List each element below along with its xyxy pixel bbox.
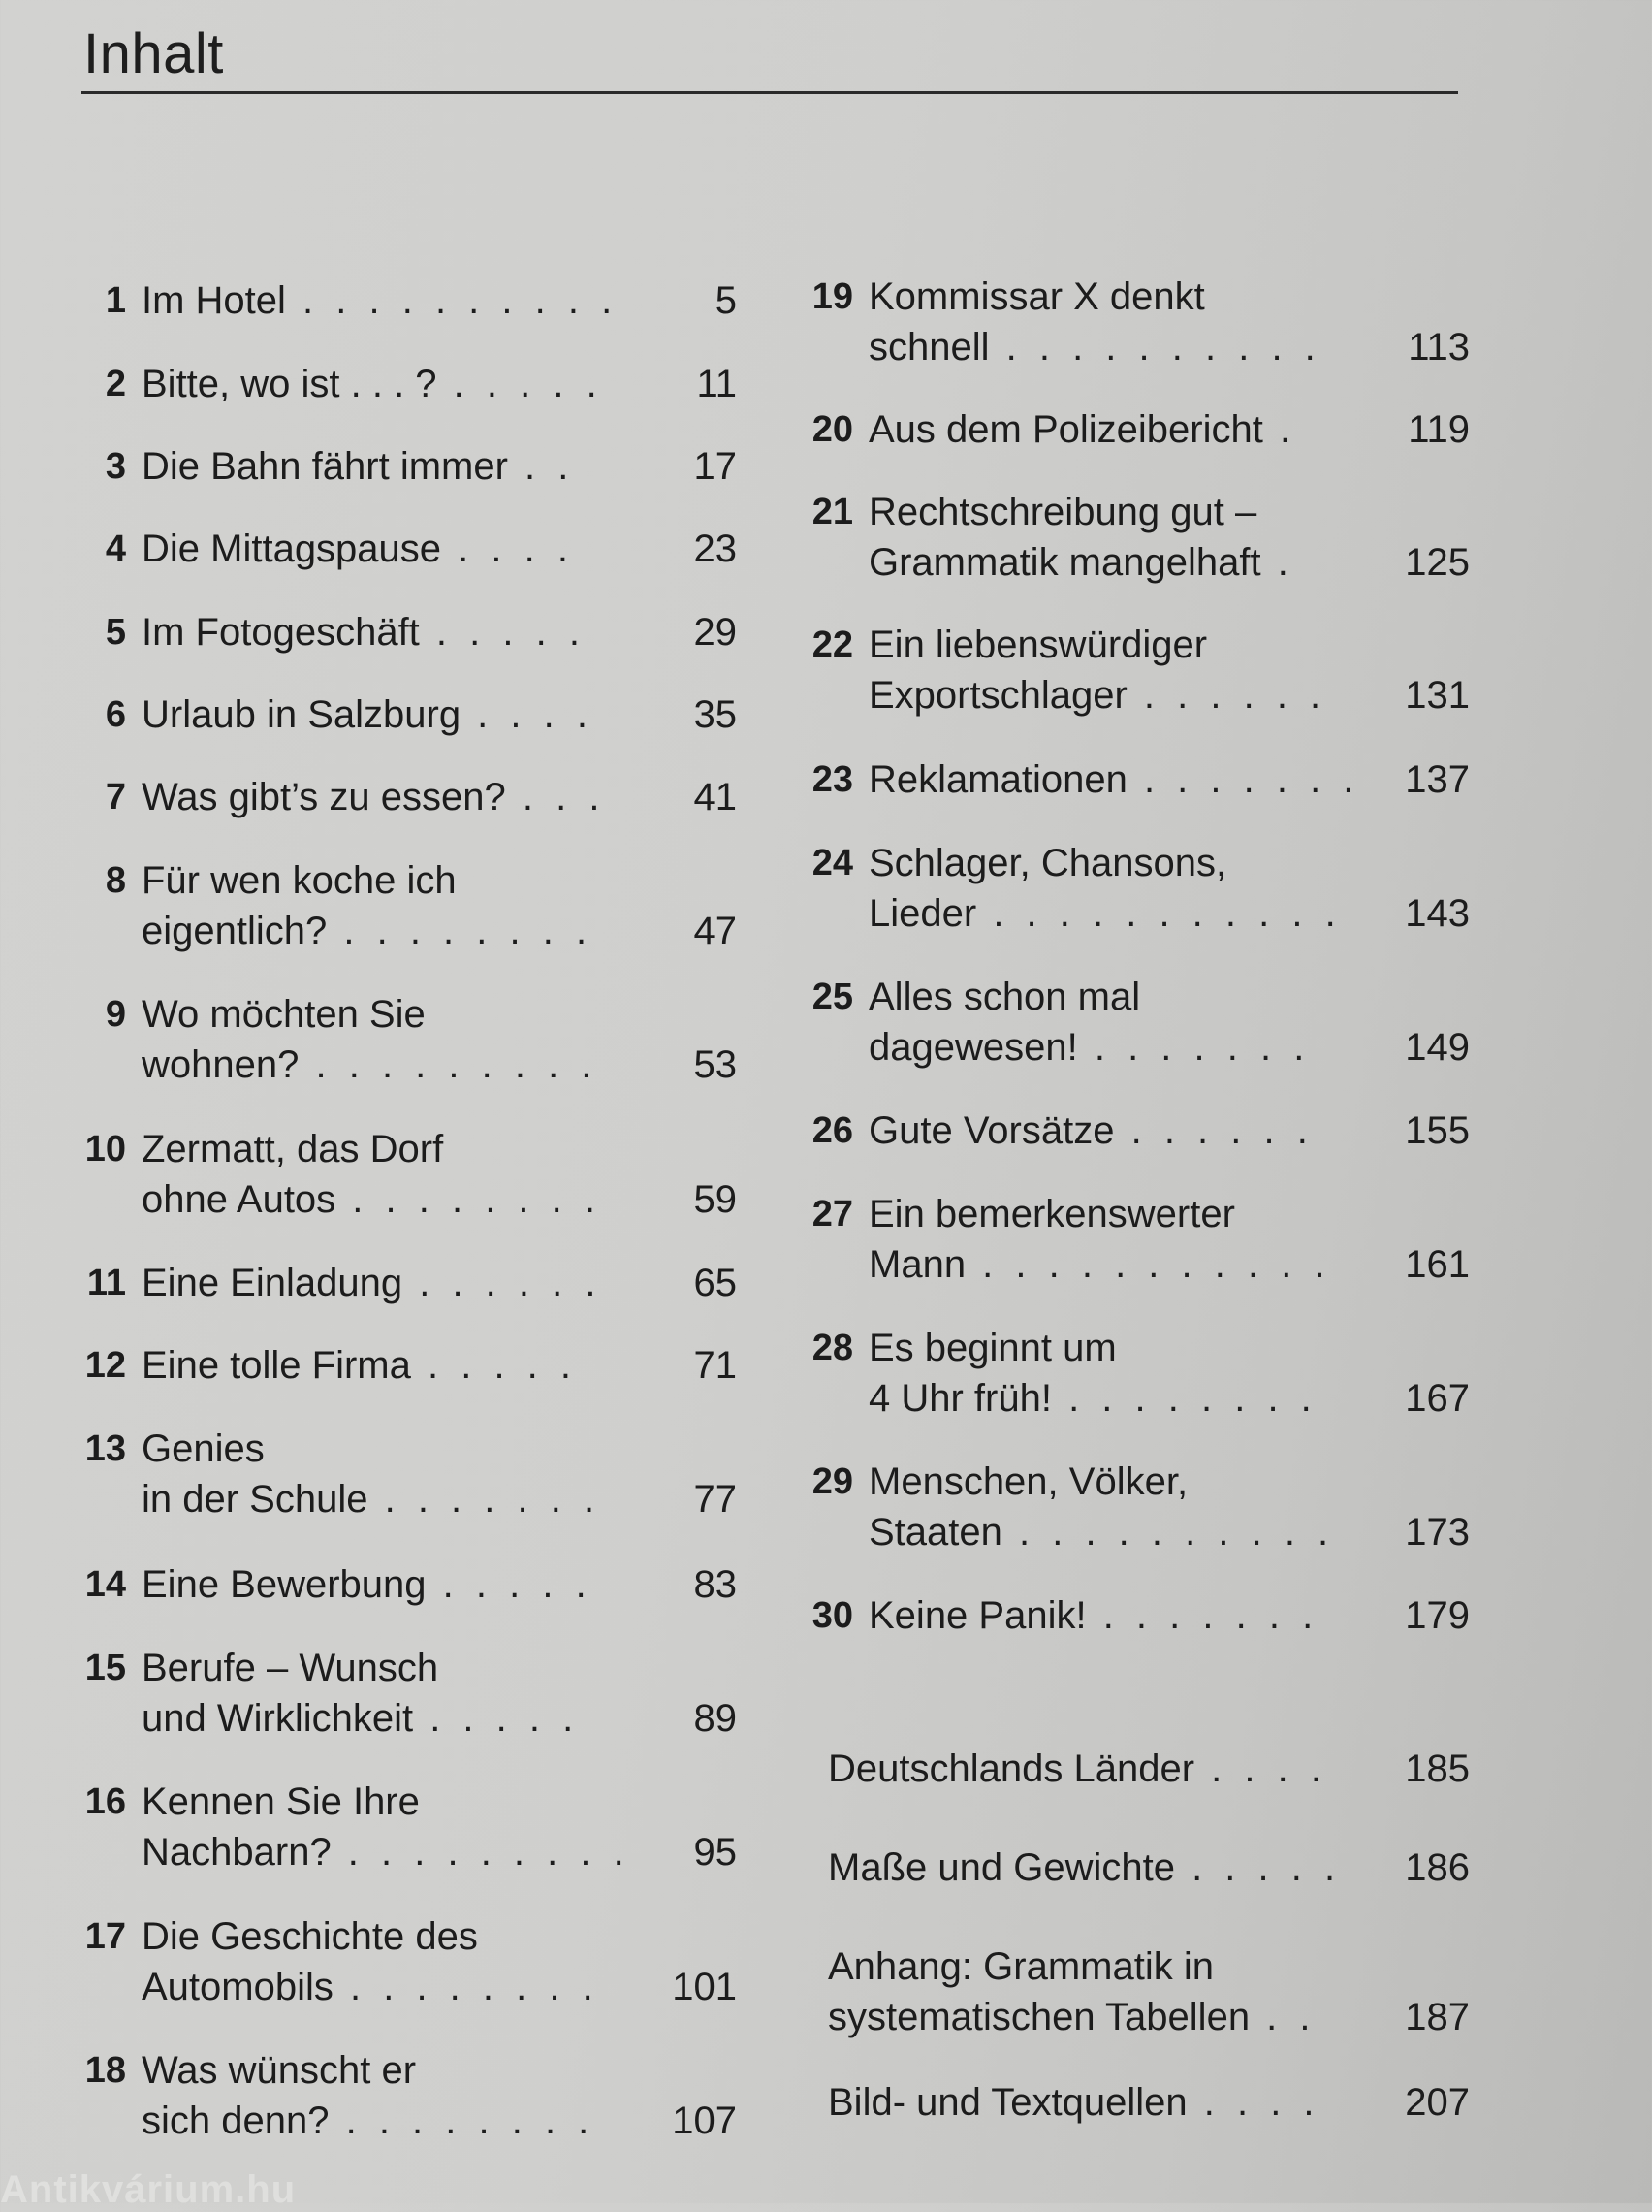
page-number: 17: [693, 445, 737, 488]
page-number: 119: [1408, 408, 1470, 451]
leader-dots: . . . .: [461, 693, 593, 736]
chapter-number: 21: [811, 492, 853, 532]
chapter-title: Alles schon mal: [869, 976, 1141, 1018]
chapter-number: 14: [84, 1564, 126, 1605]
chapter-number: 24: [811, 843, 853, 883]
leader-dots: . .: [1250, 1996, 1317, 2038]
chapter-title: Rechtschreibung gut –: [869, 491, 1257, 533]
chapter-number: 29: [811, 1461, 853, 1502]
chapter-title: Menschen, Völker,: [869, 1460, 1189, 1503]
chapter-title: Schlager, Chansons,: [869, 842, 1227, 884]
chapter-title-line2: Mann . . . . . . . . . . .: [869, 1243, 1331, 1286]
leader-dots: . . .: [505, 776, 606, 818]
chapter-title-line2: Automobils . . . . . . . .: [142, 1966, 599, 2008]
chapter-number: 16: [84, 1781, 126, 1822]
chapter-title: Genies: [142, 1427, 265, 1470]
chapter-number: 23: [811, 759, 853, 800]
page-number: 83: [693, 1563, 737, 1606]
leader-dots: . . . . .: [436, 363, 603, 405]
chapter-title: Eine Bewerbung . . . . .: [142, 1563, 592, 1606]
page-number: 143: [1405, 892, 1470, 935]
chapter-title: Bitte, wo ist . . . ? . . . . .: [142, 363, 603, 405]
chapter-title: Wo möchten Sie: [142, 993, 426, 1036]
title-rule: [81, 91, 1458, 94]
page-number: 155: [1405, 1109, 1470, 1152]
leader-dots: . . . . . . .: [1086, 1594, 1319, 1637]
page-number: 173: [1405, 1511, 1470, 1554]
page-number: 161: [1405, 1243, 1470, 1286]
leader-dots: . . . . .: [413, 1697, 580, 1740]
chapter-title: Was gibt’s zu essen? . . .: [142, 776, 606, 818]
leader-dots: . . . . . . . . . .: [989, 326, 1321, 369]
page-number: 41: [693, 776, 737, 818]
leader-dots: . . . . . . . . . .: [285, 279, 619, 322]
page-number: 11: [696, 363, 737, 405]
leader-dots: . . . .: [1194, 1747, 1327, 1790]
chapter-title: Zermatt, das Dorf: [142, 1128, 444, 1170]
chapter-title: Ein bemerkenswerter: [869, 1193, 1235, 1235]
chapter-title: Berufe – Wunsch: [142, 1647, 439, 1689]
page-number: 149: [1405, 1026, 1470, 1069]
chapter-title-line2: und Wirklichkeit . . . . .: [142, 1697, 580, 1740]
page-number: 131: [1405, 674, 1470, 717]
chapter-number: 12: [84, 1345, 126, 1386]
chapter-title: Anhang: Grammatik in: [828, 1945, 1214, 1988]
chapter-title-line2: Nachbarn? . . . . . . . . .: [142, 1831, 630, 1874]
leader-dots: . . . . . .: [402, 1262, 602, 1304]
page-number: 29: [693, 611, 737, 654]
chapter-number: 15: [84, 1648, 126, 1688]
page-number: 89: [693, 1697, 737, 1740]
chapter-number: 17: [84, 1916, 126, 1957]
page-number: 65: [693, 1262, 737, 1304]
chapter-title: Maße und Gewichte . . . . .: [828, 1846, 1342, 1889]
leader-dots: .: [1262, 408, 1297, 451]
chapter-title-line2: 4 Uhr früh! . . . . . . . .: [869, 1377, 1318, 1420]
chapter-number: 6: [105, 694, 126, 735]
chapter-title-line2: Lieder . . . . . . . . . . .: [869, 892, 1342, 935]
chapter-title: Für wen koche ich: [142, 859, 457, 902]
page-number: 5: [715, 279, 737, 322]
page-number: 107: [672, 2100, 737, 2142]
page-number: 35: [693, 693, 737, 736]
chapter-title-line2: systematischen Tabellen . .: [828, 1996, 1317, 2038]
chapter-number: 11: [86, 1263, 126, 1303]
page-number: 59: [693, 1178, 737, 1221]
chapter-title-line2: wohnen? . . . . . . . . .: [142, 1043, 598, 1086]
chapter-title: Reklamationen . . . . . . .: [869, 758, 1360, 801]
chapter-title-line2: ohne Autos . . . . . . . .: [142, 1178, 601, 1221]
page-title: Inhalt: [83, 22, 224, 85]
page-number: 125: [1405, 541, 1470, 584]
chapter-number: 25: [811, 977, 853, 1017]
page-number: 113: [1408, 326, 1470, 369]
chapter-number: 9: [105, 994, 126, 1035]
page-number: 187: [1405, 1996, 1470, 2038]
leader-dots: . . . . . . . .: [1051, 1377, 1318, 1420]
chapter-title: Im Fotogeschäft . . . . .: [142, 611, 586, 654]
chapter-title: Die Bahn fährt immer . .: [142, 445, 575, 488]
chapter-title-line2: dagewesen! . . . . . . .: [869, 1026, 1311, 1069]
chapter-title-line2: Exportschlager . . . . . .: [869, 674, 1327, 717]
leader-dots: . . . . . . . .: [327, 910, 593, 952]
chapter-number: 2: [105, 364, 126, 404]
leader-dots: . . . . . . .: [1077, 1026, 1311, 1069]
page-number: 53: [693, 1043, 737, 1086]
chapter-number: 19: [811, 276, 853, 317]
chapter-number: 3: [105, 446, 126, 487]
chapter-title-line2: in der Schule . . . . . . .: [142, 1478, 601, 1521]
chapter-title-line2: Grammatik mangelhaft .: [869, 541, 1294, 584]
chapter-number: 10: [84, 1129, 126, 1170]
chapter-title: Ein liebenswürdiger: [869, 624, 1208, 666]
chapter-title: Die Geschichte des: [142, 1915, 478, 1958]
chapter-title-line2: sich denn? . . . . . . . .: [142, 2100, 595, 2142]
watermark: Antikvárium.hu: [0, 2168, 297, 2211]
page-number: 207: [1405, 2081, 1470, 2124]
chapter-title: Kommissar X denkt: [869, 275, 1205, 318]
page-number: 95: [693, 1831, 737, 1874]
page-number: 179: [1405, 1594, 1470, 1637]
leader-dots: . . . . . . . .: [333, 1966, 599, 2008]
page-number: 186: [1405, 1846, 1470, 1889]
leader-dots: . . . . . .: [1114, 1109, 1314, 1152]
page-number: 185: [1405, 1747, 1470, 1790]
chapter-title: Die Mittagspause . . . .: [142, 528, 574, 570]
leader-dots: . . . . . . .: [367, 1478, 601, 1521]
chapter-title-line2: Staaten . . . . . . . . . .: [869, 1511, 1335, 1554]
leader-dots: .: [1260, 541, 1294, 584]
chapter-title: Eine Einladung . . . . . .: [142, 1262, 602, 1304]
chapter-title: Aus dem Polizeibericht .: [869, 408, 1297, 451]
chapter-title: Kennen Sie Ihre: [142, 1780, 420, 1823]
page-number: 71: [693, 1344, 737, 1387]
leader-dots: . . . . . . . . .: [331, 1831, 630, 1874]
chapter-number: 5: [105, 612, 126, 653]
page-number: 23: [693, 528, 737, 570]
chapter-title: Bild- und Textquellen . . . .: [828, 2081, 1320, 2124]
leader-dots: . . . . .: [410, 1344, 578, 1387]
chapter-number: 13: [84, 1428, 126, 1469]
chapter-number: 20: [811, 409, 853, 450]
chapter-number: 22: [811, 625, 853, 665]
chapter-number: 8: [105, 860, 126, 901]
leader-dots: . . . . . . . .: [335, 1178, 601, 1221]
leader-dots: . . . . . . . . .: [299, 1043, 598, 1086]
page-number: 137: [1405, 758, 1470, 801]
leader-dots: . . . . . . . .: [329, 2100, 595, 2142]
chapter-title-line2: schnell . . . . . . . . . .: [869, 326, 1321, 369]
chapter-number: 7: [105, 777, 126, 817]
page-number: 77: [693, 1478, 737, 1521]
chapter-number: 30: [811, 1595, 853, 1636]
chapter-number: 4: [105, 529, 126, 569]
leader-dots: . . . .: [441, 528, 574, 570]
leader-dots: . . . .: [1187, 2081, 1320, 2124]
chapter-title: Was wünscht er: [142, 2049, 417, 2092]
chapter-number: 1: [105, 280, 126, 321]
page-number: 167: [1405, 1377, 1470, 1420]
leader-dots: . . . . . . . . . . .: [966, 1243, 1331, 1286]
leader-dots: . . . . .: [426, 1563, 592, 1606]
chapter-number: 18: [84, 2050, 126, 2091]
chapter-title: Im Hotel . . . . . . . . . .: [142, 279, 619, 322]
chapter-title: Eine tolle Firma . . . . .: [142, 1344, 578, 1387]
leader-dots: . . . . .: [419, 611, 586, 654]
chapter-number: 27: [811, 1194, 853, 1234]
leader-dots: . . . . . . . . . . .: [976, 892, 1342, 935]
chapter-title: Keine Panik! . . . . . . .: [869, 1594, 1319, 1637]
chapter-title-line2: eigentlich? . . . . . . . .: [142, 910, 593, 952]
leader-dots: . .: [507, 445, 575, 488]
chapter-number: 26: [811, 1110, 853, 1151]
leader-dots: . . . . . .: [1127, 674, 1327, 717]
page-number: 47: [693, 910, 737, 952]
chapter-number: 28: [811, 1328, 853, 1368]
chapter-title: Deutschlands Länder . . . .: [828, 1747, 1327, 1790]
chapter-title: Urlaub in Salzburg . . . .: [142, 693, 593, 736]
leader-dots: . . . . . . .: [1127, 758, 1360, 801]
leader-dots: . . . . .: [1174, 1846, 1342, 1889]
chapter-title: Es beginnt um: [869, 1327, 1117, 1369]
chapter-title: Gute Vorsätze . . . . . .: [869, 1109, 1314, 1152]
page-number: 101: [672, 1966, 737, 2008]
leader-dots: . . . . . . . . . .: [1001, 1511, 1335, 1554]
